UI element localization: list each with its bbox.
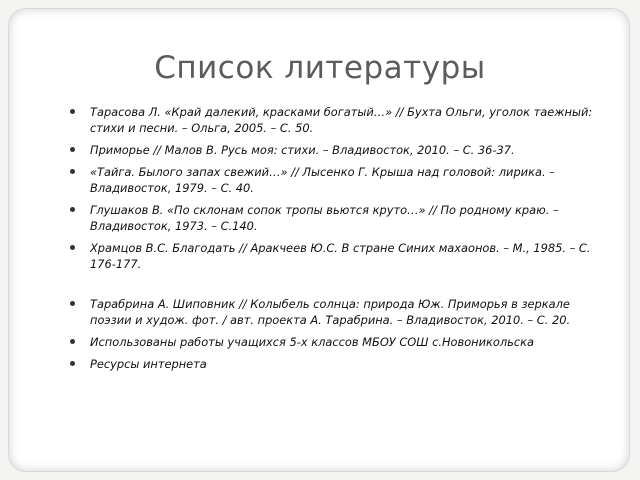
list-item: [70, 164, 610, 196]
bullet-icon: [70, 245, 75, 250]
list-item: [70, 356, 610, 372]
bullet-icon: [70, 339, 75, 344]
list-item: [70, 104, 610, 136]
list-item: [70, 202, 610, 234]
list-item-text: Приморье // Малов В. Русь моя: стихи. – Владивосток, 2010. – С. 36-37.: [90, 143, 515, 157]
list-item-text: Использованы работы учащихся 5-х классов МБОУ СОШ с.Новоникольска: [90, 335, 534, 349]
bullet-icon: [70, 301, 75, 306]
bullet-icon: [70, 169, 75, 174]
list-item-text: Глушаков В. «По склонам сопок тропы вьются круто…» // По родному краю. – Владивосток, 1973. – С.140.: [90, 203, 559, 233]
bullet-icon: [70, 361, 75, 366]
slide-title: Список литературы: [154, 50, 486, 86]
list-item-text: Храмцов В.С. Благодать // Аракчеев Ю.С. В стране Синих махаонов. – М., 1985. – С. 176-177.: [90, 241, 591, 271]
list-item-text: Тарабрина А. Шиповник // Колыбель солнца: природа Юж. Приморья в зеркале поэзии и худож. фот. / авт. проекта А. Тарабрина. – Владивосток, 2010. – С. 20.: [90, 297, 571, 327]
list-item: [70, 296, 610, 328]
list-item: [70, 142, 610, 158]
list-item-text: Тарасова Л. «Край далекий, красками богатый…» // Бухта Ольги, уголок таежный: стихи и песни. – Ольга, 2005. – С. 50.: [90, 105, 593, 135]
list-item-text: Ресурсы интернета: [90, 357, 207, 371]
bibliography-list: [70, 104, 610, 378]
list-item: [70, 334, 610, 350]
list-item-text: «Тайга. Былого запах свежий…» // Лысенко Г. Крыша над головой: лирика. – Владивосток, 1979. – С. 40.: [90, 165, 555, 195]
bullet-icon: [70, 207, 75, 212]
bullet-icon: [70, 109, 75, 114]
bullet-icon: [70, 147, 75, 152]
list-item: [70, 240, 610, 272]
